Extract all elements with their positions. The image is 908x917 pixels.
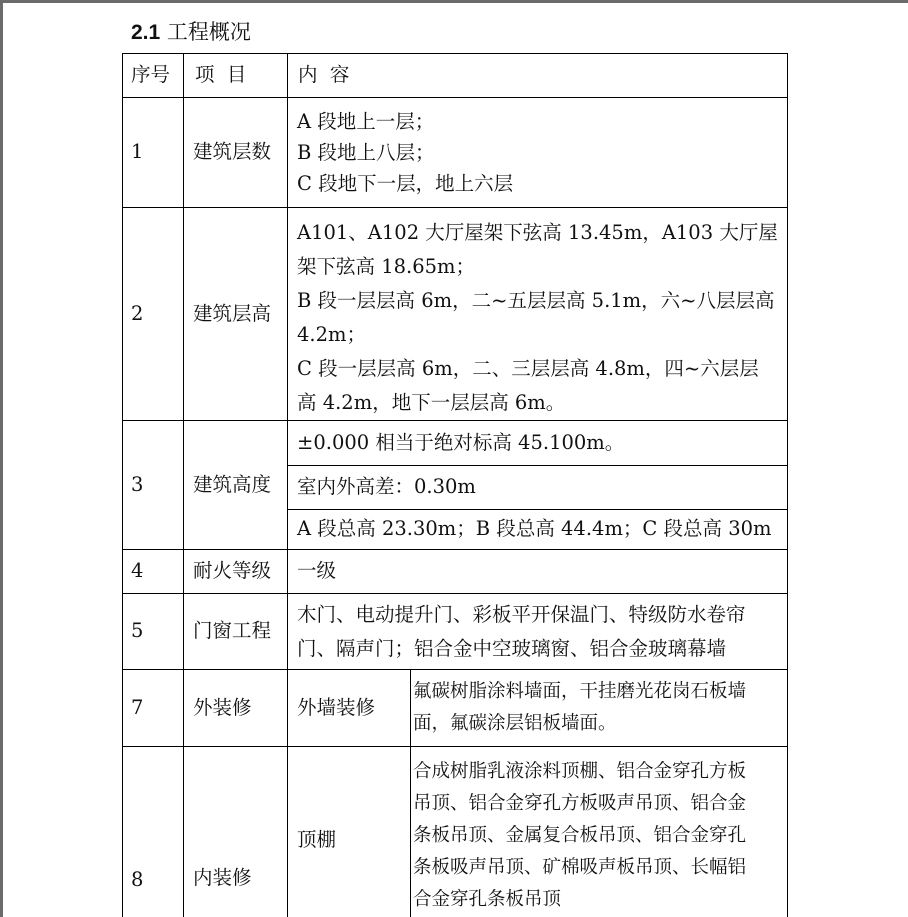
row7-line: 氟碳树脂涂料墙面，干挂磨光花岗石板墙 (413, 681, 747, 702)
table-rule (287, 53, 288, 917)
row4-content: 一级 (297, 559, 337, 582)
row2-content (297, 216, 778, 420)
row2-item: 建筑层高 (193, 301, 272, 325)
table-rule (410, 669, 411, 917)
row8-line: 吊顶、铝合金穿孔方板吸声吊顶、铝合金 (413, 793, 747, 814)
table-rule (122, 53, 123, 917)
row8-content (413, 756, 746, 916)
row3-sub3: A 段总高 23.30m；B 段总高 44.4m；C 段总高 30m (297, 517, 772, 540)
row8-sub: 顶棚 (297, 828, 337, 851)
row4-item: 耐火等级 (193, 559, 272, 582)
row5-content (297, 598, 746, 666)
row3-sub2: 室内外高差：0.30m (297, 475, 476, 498)
row1-item: 建筑层数 (193, 140, 272, 163)
section-title: 工程概况 (166, 20, 251, 44)
table-rule (183, 53, 184, 917)
row5-seq: 5 (131, 619, 144, 642)
page-left-edge (0, 0, 3, 917)
page-top-edge (0, 0, 908, 3)
header-content: 内 容 (298, 63, 350, 86)
row7-item: 外装修 (193, 695, 252, 719)
row8-line: 合金穿孔条板吊顶 (413, 889, 562, 910)
header-seq: 序号 (131, 63, 171, 86)
row2-line: 4.2m； (297, 323, 367, 346)
row1-line: C 段地下一层，地上六层 (297, 172, 514, 195)
row8-item: 内装修 (193, 866, 252, 889)
row7-sub: 外墙装修 (297, 695, 376, 719)
row2-line: 高 4.2m，地下一层层高 6m。 (297, 391, 566, 414)
row7-content (413, 676, 746, 740)
row1-seq: 1 (131, 140, 144, 163)
row5-item: 门窗工程 (193, 619, 272, 642)
row7-seq: 7 (131, 695, 144, 719)
row1-line: A 段地上一层； (297, 110, 435, 133)
row2-seq: 2 (131, 301, 144, 325)
row3-seq: 3 (131, 472, 144, 496)
row1-line: B 段地上八层； (297, 141, 435, 164)
section-number: 2.1 (131, 21, 161, 44)
row7-line: 面，氟碳涂层铝板墙面。 (413, 713, 617, 734)
row3-sub1: ±0.000 相当于绝对标高 45.100m。 (297, 430, 625, 454)
header-item: 项 目 (195, 63, 247, 86)
row2-line: C 段一层层高 6m，二、三层层高 4.8m，四~六层层 (297, 357, 759, 380)
row2-line: 架下弦高 18.65m； (297, 255, 476, 278)
table-rule (787, 53, 788, 917)
section-heading (131, 17, 251, 48)
row4-seq: 4 (131, 559, 144, 582)
table-rule (122, 746, 788, 747)
row8-line: 合成树脂乳液涂料顶棚、铝合金穿孔方板 (413, 761, 747, 782)
row8-seq: 8 (131, 868, 144, 891)
row2-line: B 段一层层高 6m，二~五层层高 5.1m，六~八层层高 (297, 289, 775, 312)
row2-line: A101、A102 大厅屋架下弦高 13.45m，A103 大厅屋 (297, 221, 778, 244)
row5-line: 门、隔声门；铝合金中空玻璃窗、铝合金玻璃幕墙 (297, 637, 727, 660)
row8-line: 条板吸声吊顶、矿棉吸声板吊顶、长幅铝 (413, 857, 747, 878)
row1-content (297, 106, 513, 199)
row3-item: 建筑高度 (193, 472, 272, 496)
row8-line: 条板吊顶、金属复合板吊顶、铝合金穿孔 (413, 825, 747, 846)
row5-line: 木门、电动提升门、彩板平开保温门、特级防水卷帘 (297, 603, 746, 626)
